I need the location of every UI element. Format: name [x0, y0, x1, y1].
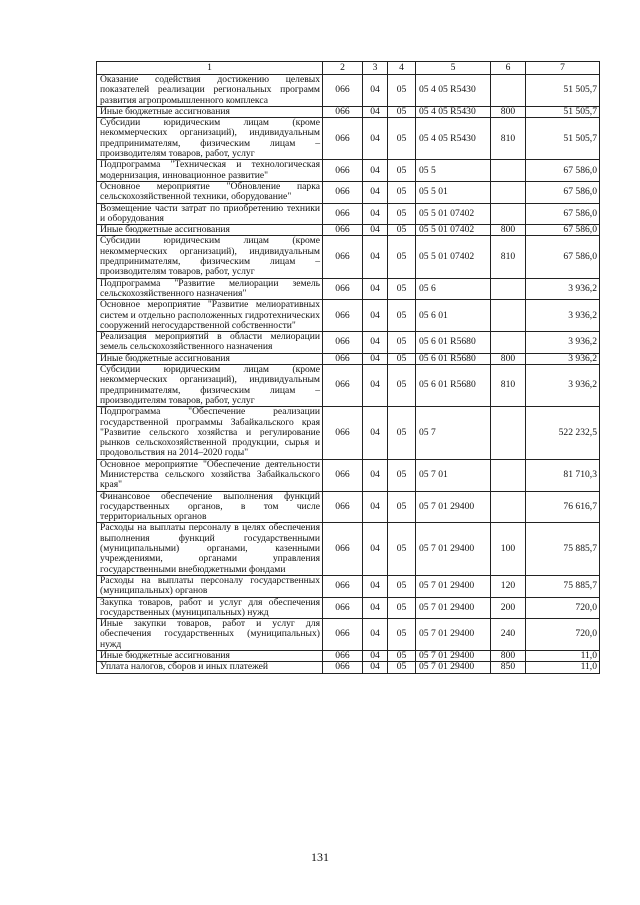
row-subsection-cell: 05 [388, 407, 416, 459]
row-target-code-cell: 05 7 01 [416, 459, 491, 491]
row-gov-code-cell: 066 [323, 225, 363, 236]
column-header: 4 [388, 62, 416, 75]
row-expense-type-cell [491, 181, 526, 203]
row-subsection-cell: 05 [388, 300, 416, 332]
row-gov-code-cell: 066 [323, 662, 363, 673]
row-gov-code-cell: 066 [323, 106, 363, 117]
row-amount-cell: 75 885,7 [526, 523, 600, 575]
budget-table [96, 61, 600, 674]
table-row [97, 523, 600, 575]
table-row [97, 300, 600, 332]
row-gov-code-cell: 066 [323, 181, 363, 203]
row-target-code-cell: 05 6 01 R5680 [416, 353, 491, 364]
table-row [97, 662, 600, 673]
row-expense-type-cell: 200 [491, 597, 526, 619]
row-section-cell: 04 [363, 619, 388, 651]
row-subsection-cell: 05 [388, 662, 416, 673]
row-section-cell: 04 [363, 300, 388, 332]
row-name-cell: Основное мероприятие "Обновление парка сельскохозяйственной техники, оборудование" [97, 181, 323, 203]
row-section-cell: 04 [363, 407, 388, 459]
table-row [97, 160, 600, 182]
row-amount-cell: 67 586,0 [526, 160, 600, 182]
row-amount-cell: 67 586,0 [526, 225, 600, 236]
row-expense-type-cell [491, 160, 526, 182]
row-amount-cell: 522 232,5 [526, 407, 600, 459]
row-section-cell: 04 [363, 118, 388, 160]
row-name-cell: Уплата налогов, сборов и иных платежей [97, 662, 323, 673]
row-expense-type-cell [491, 491, 526, 523]
row-section-cell: 04 [363, 575, 388, 597]
row-gov-code-cell: 066 [323, 160, 363, 182]
row-target-code-cell: 05 4 05 R5430 [416, 75, 491, 107]
row-amount-cell: 75 885,7 [526, 575, 600, 597]
row-target-code-cell: 05 4 05 R5430 [416, 118, 491, 160]
row-expense-type-cell: 800 [491, 353, 526, 364]
row-gov-code-cell: 066 [323, 619, 363, 651]
row-gov-code-cell: 066 [323, 523, 363, 575]
table-row [97, 619, 600, 651]
row-gov-code-cell: 066 [323, 278, 363, 300]
row-name-cell: Расходы на выплаты персоналу государственных (муниципальных) органов [97, 575, 323, 597]
table-row [97, 181, 600, 203]
row-name-cell: Финансовое обеспечение выполнения функций государственных органов, в том числе территориальных органов [97, 491, 323, 523]
row-section-cell: 04 [363, 181, 388, 203]
row-name-cell: Иные бюджетные ассигнования [97, 651, 323, 662]
row-subsection-cell: 05 [388, 365, 416, 407]
row-section-cell: 04 [363, 236, 388, 278]
row-target-code-cell: 05 5 01 07402 [416, 236, 491, 278]
row-target-code-cell: 05 5 01 07402 [416, 203, 491, 225]
row-name-cell: Иные бюджетные ассигнования [97, 225, 323, 236]
row-section-cell: 04 [363, 332, 388, 354]
row-gov-code-cell: 066 [323, 365, 363, 407]
row-name-cell: Расходы на выплаты персоналу в целях обеспечения выполнения функций государственными (муниципальными) органами, казенными учреждениями, органами управления государственными внебюджетными фондами [97, 523, 323, 575]
table-row [97, 407, 600, 459]
row-name-cell: Основное мероприятие "Обеспечение деятельности Министерства сельского хозяйства Забайкальского края" [97, 459, 323, 491]
row-expense-type-cell: 100 [491, 523, 526, 575]
row-section-cell: 04 [363, 203, 388, 225]
row-expense-type-cell: 120 [491, 575, 526, 597]
column-header: 6 [491, 62, 526, 75]
row-expense-type-cell [491, 203, 526, 225]
table-row [97, 459, 600, 491]
row-expense-type-cell: 850 [491, 662, 526, 673]
row-name-cell: Закупка товаров, работ и услуг для обеспечения государственных (муниципальных) нужд [97, 597, 323, 619]
row-section-cell: 04 [363, 365, 388, 407]
row-amount-cell: 3 936,2 [526, 365, 600, 407]
row-expense-type-cell [491, 300, 526, 332]
table-row [97, 225, 600, 236]
row-name-cell: Иные закупки товаров, работ и услуг для обеспечения государственных (муниципальных) нужд [97, 619, 323, 651]
row-gov-code-cell: 066 [323, 332, 363, 354]
row-name-cell: Подпрограмма "Техническая и технологическая модернизация, инновационное развитие" [97, 160, 323, 182]
row-target-code-cell: 05 7 01 29400 [416, 575, 491, 597]
row-subsection-cell: 05 [388, 75, 416, 107]
row-name-cell: Иные бюджетные ассигнования [97, 353, 323, 364]
row-name-cell: Подпрограмма "Развитие мелиорации земель сельскохозяйственного назначения" [97, 278, 323, 300]
row-name-cell: Субсидии юридическим лицам (кроме некоммерческих организаций), индивидуальным предпринимателям, физическим лицам – производителям товаров, работ, услуг [97, 365, 323, 407]
row-name-cell: Основное мероприятие "Развитие мелиоративных систем и отдельно расположенных гидротехнических сооружений негосударственной собственности" [97, 300, 323, 332]
column-header: 7 [526, 62, 600, 75]
row-amount-cell: 720,0 [526, 619, 600, 651]
row-amount-cell: 51 505,7 [526, 106, 600, 117]
row-section-cell: 04 [363, 75, 388, 107]
row-gov-code-cell: 066 [323, 203, 363, 225]
row-target-code-cell: 05 7 [416, 407, 491, 459]
row-amount-cell: 81 710,3 [526, 459, 600, 491]
row-amount-cell: 3 936,2 [526, 300, 600, 332]
table-row [97, 575, 600, 597]
row-target-code-cell: 05 6 01 R5680 [416, 332, 491, 354]
row-subsection-cell: 05 [388, 523, 416, 575]
table-row [97, 278, 600, 300]
row-amount-cell: 11,0 [526, 662, 600, 673]
row-expense-type-cell: 240 [491, 619, 526, 651]
row-target-code-cell: 05 7 01 29400 [416, 523, 491, 575]
row-section-cell: 04 [363, 597, 388, 619]
row-name-cell: Субсидии юридическим лицам (кроме некоммерческих организаций), индивидуальным предпринимателям, физическим лицам – производителям товаров, работ, услуг [97, 118, 323, 160]
row-gov-code-cell: 066 [323, 491, 363, 523]
row-amount-cell: 720,0 [526, 597, 600, 619]
column-header: 3 [363, 62, 388, 75]
table-row [97, 332, 600, 354]
row-subsection-cell: 05 [388, 619, 416, 651]
row-gov-code-cell: 066 [323, 75, 363, 107]
row-amount-cell: 67 586,0 [526, 181, 600, 203]
table-row [97, 118, 600, 160]
row-target-code-cell: 05 5 01 [416, 181, 491, 203]
row-section-cell: 04 [363, 353, 388, 364]
table-body [97, 75, 600, 674]
row-section-cell: 04 [363, 523, 388, 575]
row-amount-cell: 67 586,0 [526, 203, 600, 225]
row-amount-cell: 51 505,7 [526, 75, 600, 107]
row-gov-code-cell: 066 [323, 353, 363, 364]
row-target-code-cell: 05 6 01 R5680 [416, 365, 491, 407]
row-name-cell: Подпрограмма "Обеспечение реализации государственной программы Забайкальского края "Развитие сельского хозяйства и регулирование рынков сельскохозяйственной продукции, сырья и продовольствия на 2014–2020 годы" [97, 407, 323, 459]
row-expense-type-cell [491, 407, 526, 459]
row-subsection-cell: 05 [388, 106, 416, 117]
row-gov-code-cell: 066 [323, 575, 363, 597]
table-row [97, 651, 600, 662]
row-subsection-cell: 05 [388, 491, 416, 523]
row-expense-type-cell: 800 [491, 106, 526, 117]
row-section-cell: 04 [363, 491, 388, 523]
row-gov-code-cell: 066 [323, 118, 363, 160]
row-target-code-cell: 05 5 [416, 160, 491, 182]
row-subsection-cell: 05 [388, 181, 416, 203]
row-amount-cell: 3 936,2 [526, 353, 600, 364]
row-target-code-cell: 05 6 [416, 278, 491, 300]
row-amount-cell: 3 936,2 [526, 332, 600, 354]
row-expense-type-cell: 810 [491, 365, 526, 407]
table-row [97, 365, 600, 407]
column-header: 2 [323, 62, 363, 75]
row-gov-code-cell: 066 [323, 300, 363, 332]
row-target-code-cell: 05 7 01 29400 [416, 651, 491, 662]
row-subsection-cell: 05 [388, 203, 416, 225]
row-subsection-cell: 05 [388, 459, 416, 491]
column-header: 5 [416, 62, 491, 75]
row-target-code-cell: 05 6 01 [416, 300, 491, 332]
column-header: 1 [97, 62, 323, 75]
row-subsection-cell: 05 [388, 353, 416, 364]
table-row [97, 353, 600, 364]
row-subsection-cell: 05 [388, 575, 416, 597]
table-row [97, 597, 600, 619]
row-expense-type-cell: 800 [491, 651, 526, 662]
row-subsection-cell: 05 [388, 597, 416, 619]
row-name-cell: Реализация мероприятий в области мелиорации земель сельскохозяйственного назначения [97, 332, 323, 354]
row-amount-cell: 67 586,0 [526, 236, 600, 278]
row-expense-type-cell: 810 [491, 118, 526, 160]
row-section-cell: 04 [363, 225, 388, 236]
row-gov-code-cell: 066 [323, 407, 363, 459]
table-row [97, 491, 600, 523]
table-row [97, 75, 600, 107]
page-number: 131 [311, 850, 329, 864]
row-amount-cell: 3 936,2 [526, 278, 600, 300]
row-name-cell: Иные бюджетные ассигнования [97, 106, 323, 117]
row-target-code-cell: 05 4 05 R5430 [416, 106, 491, 117]
row-amount-cell: 76 616,7 [526, 491, 600, 523]
row-expense-type-cell [491, 75, 526, 107]
row-subsection-cell: 05 [388, 118, 416, 160]
row-section-cell: 04 [363, 651, 388, 662]
row-subsection-cell: 05 [388, 225, 416, 236]
row-expense-type-cell [491, 459, 526, 491]
row-expense-type-cell: 810 [491, 236, 526, 278]
row-subsection-cell: 05 [388, 236, 416, 278]
row-target-code-cell: 05 7 01 29400 [416, 491, 491, 523]
row-section-cell: 04 [363, 662, 388, 673]
row-section-cell: 04 [363, 278, 388, 300]
row-amount-cell: 11,0 [526, 651, 600, 662]
row-section-cell: 04 [363, 160, 388, 182]
row-expense-type-cell [491, 278, 526, 300]
table-row [97, 106, 600, 117]
table-row [97, 203, 600, 225]
row-target-code-cell: 05 7 01 29400 [416, 619, 491, 651]
row-subsection-cell: 05 [388, 278, 416, 300]
row-expense-type-cell: 800 [491, 225, 526, 236]
row-target-code-cell: 05 7 01 29400 [416, 662, 491, 673]
row-gov-code-cell: 066 [323, 459, 363, 491]
row-target-code-cell: 05 7 01 29400 [416, 597, 491, 619]
row-name-cell: Субсидии юридическим лицам (кроме некоммерческих организаций), индивидуальным предпринимателям, физическим лицам – производителям товаров, работ, услуг [97, 236, 323, 278]
table-row [97, 236, 600, 278]
row-target-code-cell: 05 5 01 07402 [416, 225, 491, 236]
row-gov-code-cell: 066 [323, 236, 363, 278]
row-section-cell: 04 [363, 459, 388, 491]
row-expense-type-cell [491, 332, 526, 354]
row-subsection-cell: 05 [388, 651, 416, 662]
row-subsection-cell: 05 [388, 332, 416, 354]
table-header-row [97, 62, 600, 75]
row-subsection-cell: 05 [388, 160, 416, 182]
row-gov-code-cell: 066 [323, 651, 363, 662]
row-section-cell: 04 [363, 106, 388, 117]
row-name-cell: Оказание содействия достижению целевых показателей реализации региональных программ развития агропромышленного комплекса [97, 75, 323, 107]
row-gov-code-cell: 066 [323, 597, 363, 619]
row-amount-cell: 51 505,7 [526, 118, 600, 160]
row-name-cell: Возмещение части затрат по приобретению техники и оборудования [97, 203, 323, 225]
